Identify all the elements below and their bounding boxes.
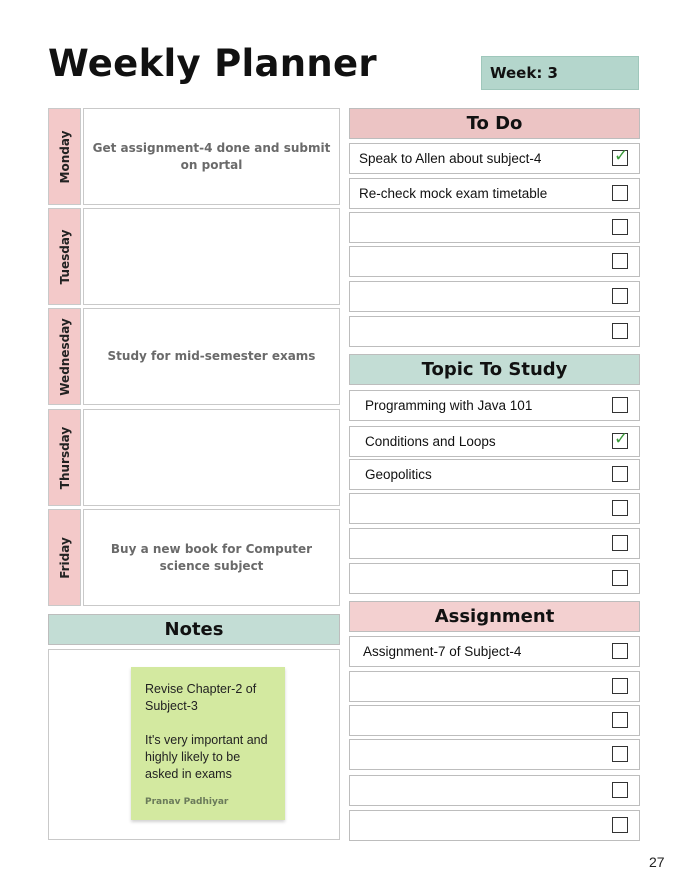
assignment-row[interactable] xyxy=(349,810,640,841)
sticky-author: Pranav Padhiyar xyxy=(145,797,229,807)
todo-row[interactable] xyxy=(349,281,640,312)
checkbox[interactable] xyxy=(612,219,628,235)
checkbox[interactable] xyxy=(612,323,628,339)
day-task: Study for mid-semester exams xyxy=(107,349,316,363)
assignment-row[interactable] xyxy=(349,671,640,702)
checkbox[interactable] xyxy=(612,712,628,728)
checkbox[interactable] xyxy=(612,746,628,762)
day-task: Buy a new book for Computer science subject xyxy=(110,541,313,573)
todo-row[interactable] xyxy=(349,178,640,209)
week-label[interactable]: Week: 3 xyxy=(481,56,639,90)
topic-row[interactable] xyxy=(349,459,640,490)
topic-row[interactable] xyxy=(349,563,640,594)
todo-item-text: Speak to Allen about subject-4 xyxy=(359,151,542,166)
topic-row[interactable] xyxy=(349,528,640,559)
checkbox[interactable] xyxy=(612,288,628,304)
topic-item-text: Geopolitics xyxy=(365,467,432,482)
day-tab-wednesday xyxy=(48,308,81,405)
checkbox[interactable] xyxy=(612,185,628,201)
day-name: Tuesday xyxy=(57,229,72,284)
day-tab-friday xyxy=(48,509,81,606)
sticky-note-text xyxy=(145,681,275,783)
topic-row[interactable] xyxy=(349,493,640,524)
todo-row[interactable] xyxy=(349,212,640,243)
checkbox[interactable] xyxy=(612,397,628,413)
topic-row[interactable] xyxy=(349,390,640,421)
day-name: Thursday xyxy=(57,426,72,489)
day-tab-thursday xyxy=(48,409,81,506)
day-tab-monday xyxy=(48,108,81,205)
day-tab-tuesday xyxy=(48,208,81,305)
page-number: 27 xyxy=(649,854,665,870)
checkbox[interactable] xyxy=(612,643,628,659)
day-name: Wednesday xyxy=(57,317,72,396)
checkbox[interactable] xyxy=(612,146,629,166)
assignment-row[interactable] xyxy=(349,739,640,770)
checkbox[interactable] xyxy=(612,678,628,694)
day-box-friday[interactable] xyxy=(83,509,340,606)
checkmark-icon: ✓ xyxy=(614,146,629,166)
day-task: Get assignment-4 done and submit on portal xyxy=(92,140,331,172)
day-box-thursday[interactable] xyxy=(83,409,340,506)
notes-header: Notes xyxy=(48,614,340,645)
checkbox[interactable] xyxy=(612,782,628,798)
sticky-note[interactable] xyxy=(131,667,285,820)
topics-header: Topic To Study xyxy=(349,354,640,385)
checkbox[interactable] xyxy=(612,570,628,586)
day-box-monday[interactable] xyxy=(83,108,340,205)
checkbox[interactable] xyxy=(612,466,628,482)
assignment-row[interactable] xyxy=(349,636,640,667)
day-name: Friday xyxy=(57,536,72,579)
day-box-wednesday[interactable] xyxy=(83,308,340,405)
todo-row[interactable] xyxy=(349,143,640,174)
checkbox[interactable] xyxy=(612,253,628,269)
page-title: Weekly Planner xyxy=(48,42,377,85)
day-name: Monday xyxy=(57,130,72,183)
todo-row[interactable] xyxy=(349,316,640,347)
assignment-row[interactable] xyxy=(349,775,640,806)
assignment-item-text: Assignment-7 of Subject-4 xyxy=(363,644,522,659)
sticky-line: It's very important and highly likely to be asked in exams xyxy=(145,733,268,781)
day-box-tuesday[interactable] xyxy=(83,208,340,305)
checkmark-icon: ✓ xyxy=(614,429,629,449)
checkbox[interactable] xyxy=(612,817,628,833)
assignment-row[interactable] xyxy=(349,705,640,736)
topic-item-text: Conditions and Loops xyxy=(365,434,496,449)
sticky-line: Revise Chapter-2 of Subject-3 xyxy=(145,682,257,713)
topic-item-text: Programming with Java 101 xyxy=(365,398,533,413)
checkbox[interactable] xyxy=(612,535,628,551)
todo-row[interactable] xyxy=(349,246,640,277)
todo-header: To Do xyxy=(349,108,640,139)
topic-row[interactable] xyxy=(349,426,640,457)
assignment-header: Assignment xyxy=(349,601,640,632)
checkbox[interactable] xyxy=(612,429,629,449)
todo-item-text: Re-check mock exam timetable xyxy=(359,186,548,201)
checkbox[interactable] xyxy=(612,500,628,516)
